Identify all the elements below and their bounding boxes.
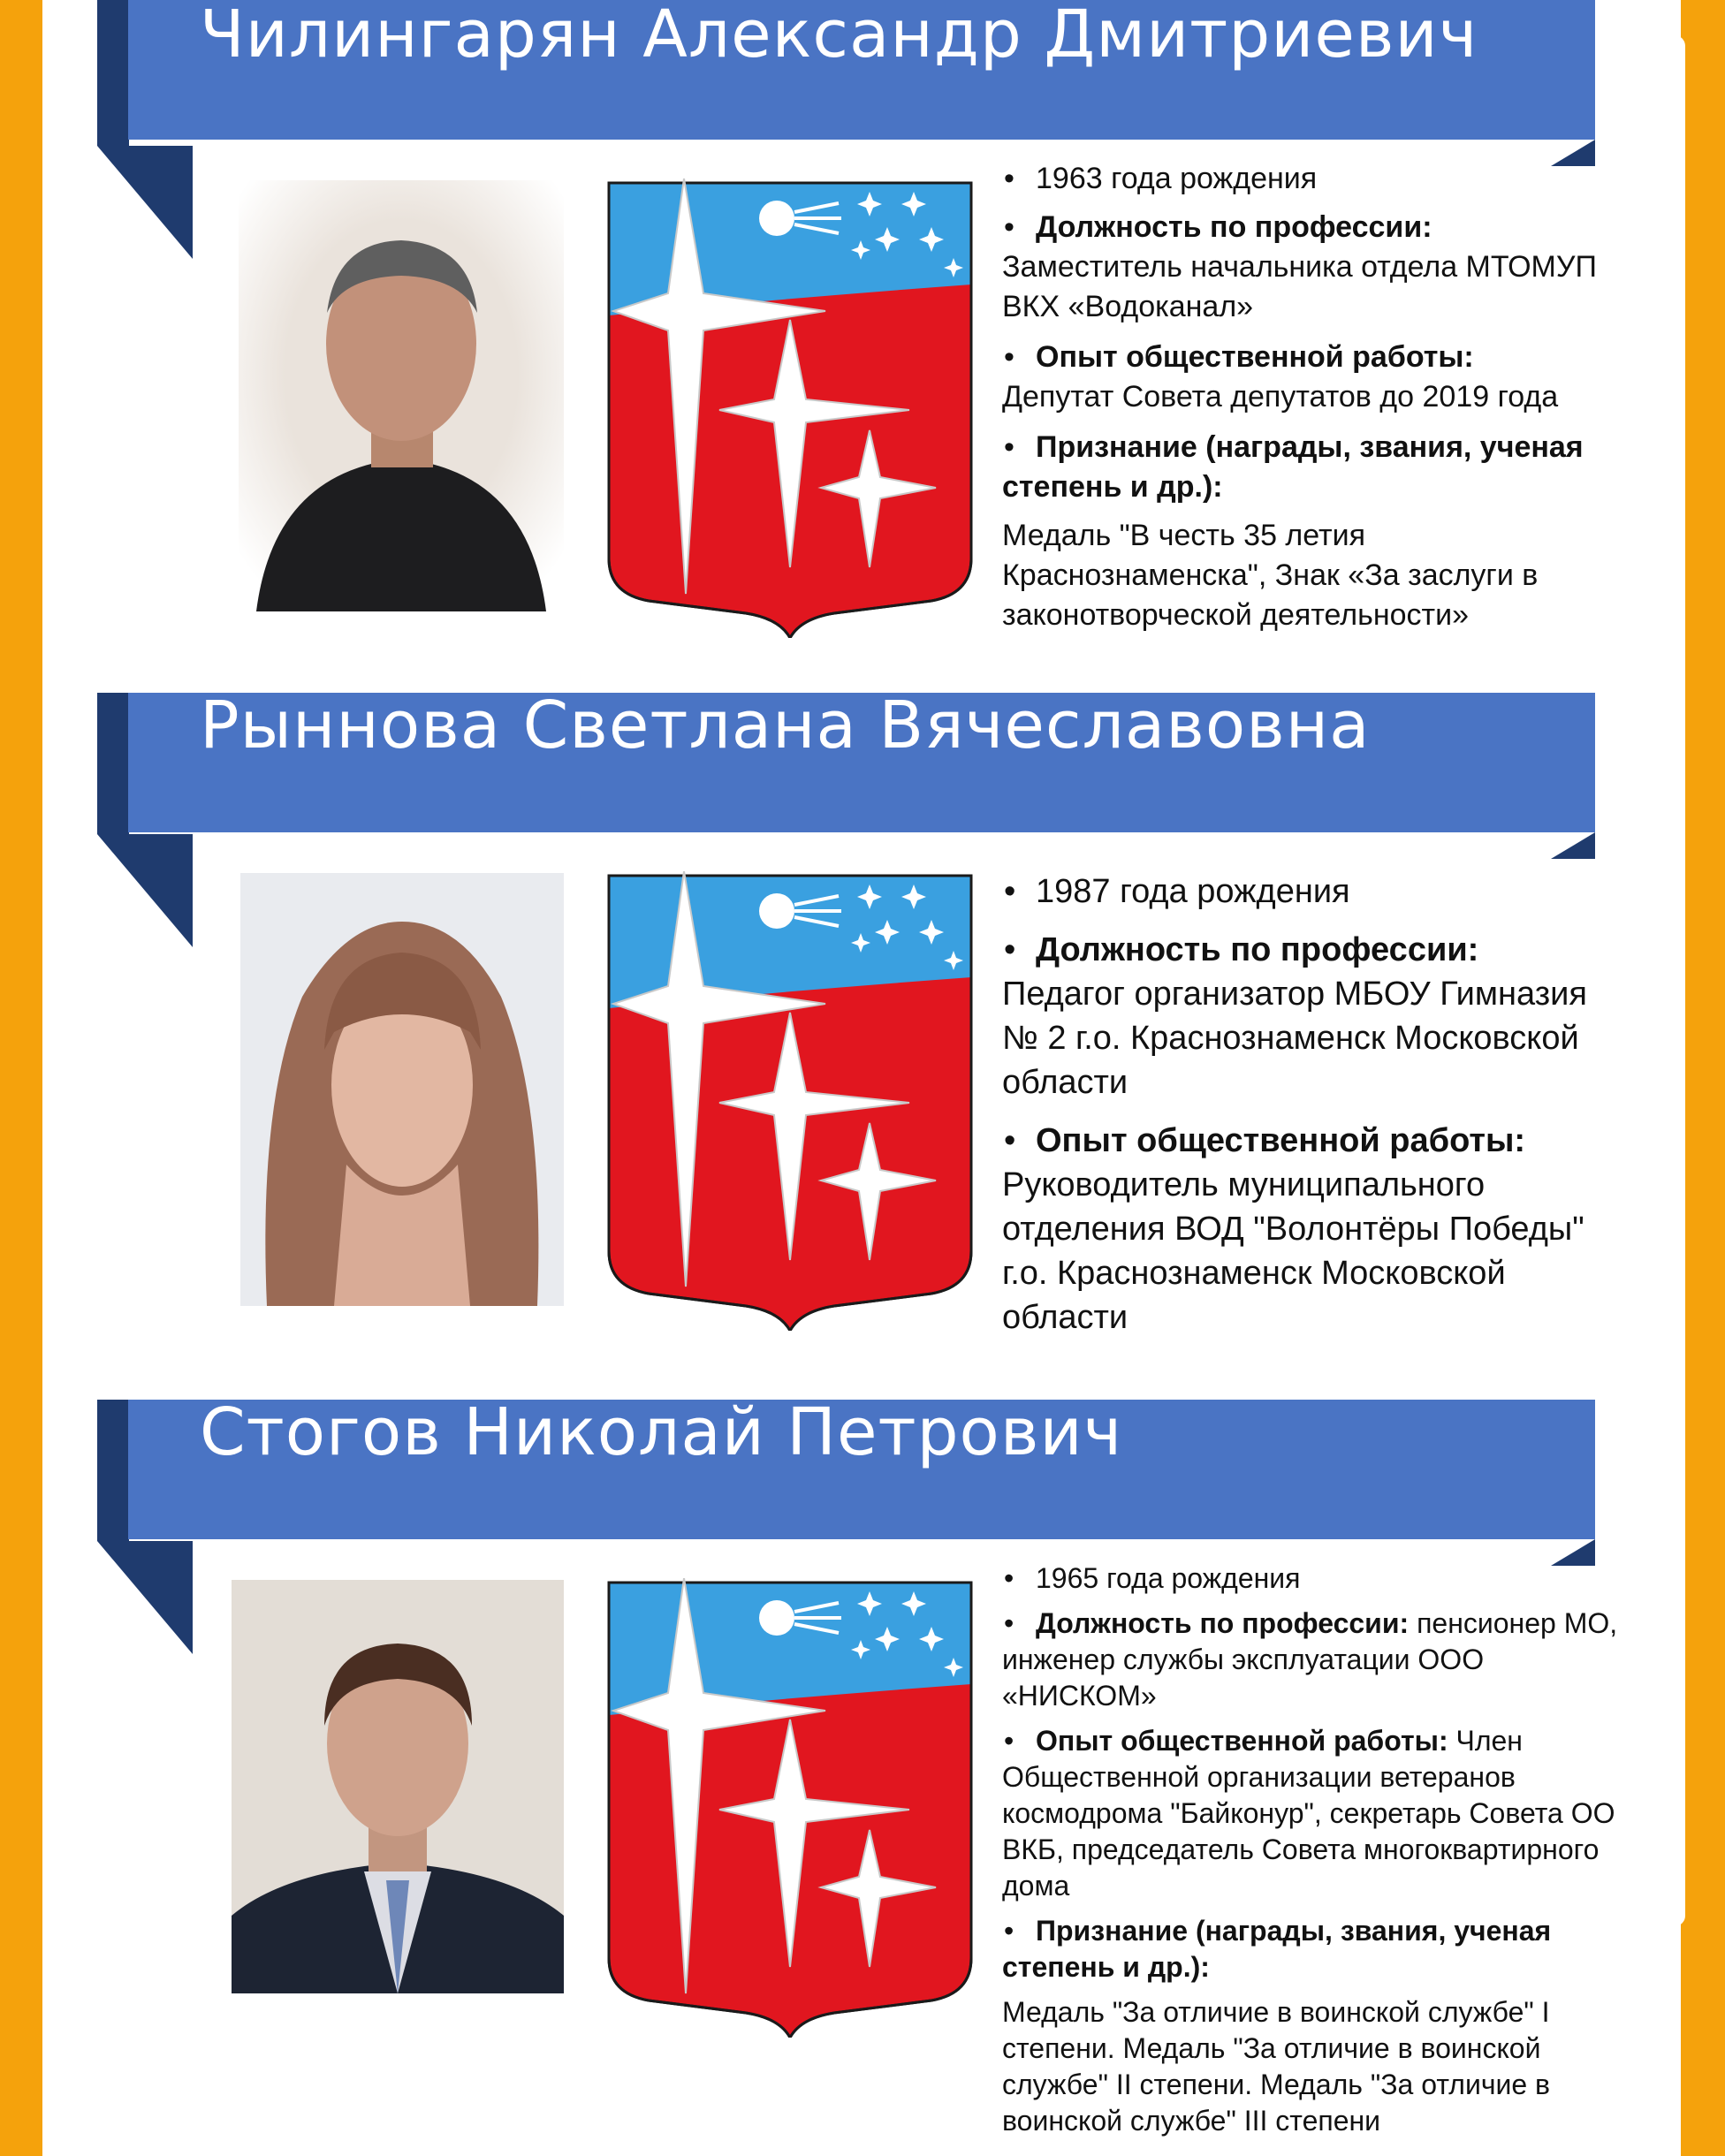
position-label: Должность по профессии: — [1036, 210, 1432, 244]
public-work-label: Опыт общественной работы: — [1036, 1725, 1448, 1757]
awards-label: Признание (награды, звания, ученая степень и др.): — [1002, 1915, 1552, 1983]
candidate-name: Стогов Николай Петрович — [200, 1394, 1123, 1470]
position-text: Заместитель начальника отдела МТОМУП ВКХ «Водоканал» — [1002, 250, 1597, 323]
candidate-name: Рыннова Светлана Вячеславовна — [200, 687, 1371, 763]
birth-year: • 1965 года рождения — [1002, 1560, 1621, 1597]
public-work-text: Депутат Совета депутатов до 2019 года — [1002, 380, 1559, 414]
birth-year: • 1963 года рождения — [1002, 159, 1621, 199]
krasnoznamensk-coat-of-arms-icon — [604, 871, 976, 1331]
public-work-label: Опыт общественной работы: — [1036, 1122, 1526, 1159]
position-label: Должность по профессии: — [1036, 1607, 1410, 1639]
candidate-info — [1002, 1560, 1621, 2139]
page-edge — [1675, 35, 1685, 1926]
candidate-name: Чилингарян Александр Дмитриевич — [200, 0, 1478, 72]
position-text: пенсионер МО, инженер службы эксплуатации ООО «НИСКОМ» — [1002, 1607, 1618, 1712]
birth-year: • 1987 года рождения — [1002, 869, 1621, 914]
awards-text: Медаль "В честь 35 летия Краснознаменска", Знак «За заслуги в законотворческой деятельности» — [1002, 519, 1539, 632]
candidate-photo — [240, 873, 564, 1306]
candidate-photo — [239, 180, 564, 611]
candidate-photo — [232, 1580, 564, 1993]
krasnoznamensk-coat-of-arms-icon — [604, 1578, 976, 2038]
krasnoznamensk-coat-of-arms-icon — [604, 178, 976, 638]
public-work-label: Опыт общественной работы: — [1036, 340, 1474, 374]
candidate-info — [1002, 869, 1621, 1340]
position-text: Педагог организатор МБОУ Гимназия № 2 г.о. Краснознаменск Московской области — [1002, 976, 1587, 1101]
position-label: Должность по профессии: — [1036, 931, 1479, 968]
public-work-text: Член Общественной организации ветеранов космодрома "Байконур", секретарь Совета ОО ВКБ, председатель Совета многоквартирного дома — [1002, 1725, 1615, 1902]
awards-text: Медаль "За отличие в воинской службе" I степени. Медаль "За отличие в воинской службе" II степени. Медаль "За отличие в воинской службе" III степени — [1002, 1996, 1551, 2137]
awards-label: Признание (награды, звания, ученая степень и др.): — [1002, 430, 1584, 504]
candidate-info — [1002, 159, 1621, 635]
public-work-text: Руководитель муниципального отделения ВОД "Волонтёры Победы" г.о. Краснознаменск Московской области — [1002, 1166, 1584, 1336]
